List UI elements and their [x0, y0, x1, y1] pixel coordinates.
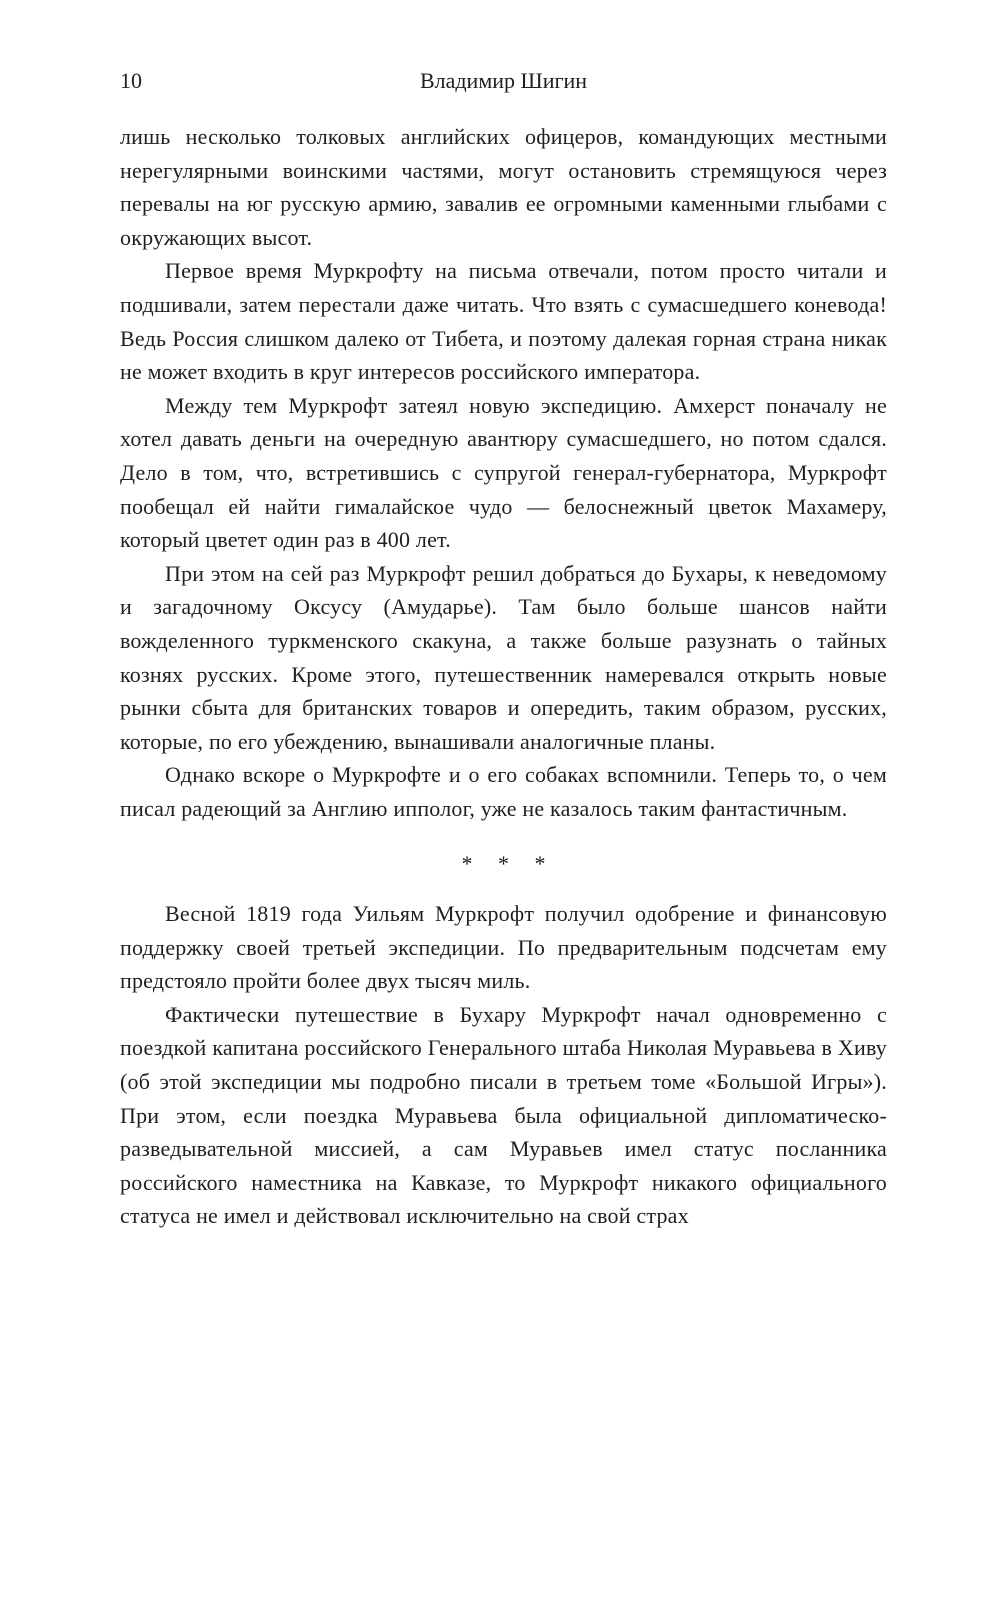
- paragraph: лишь несколько толковых английских офицеров, командующих местными нерегулярными воинскими частями, могут остановить стремящуюся через перевалы на юг русскую армию, завалив ее огромными каменными глыбами с окружающих высот.: [120, 124, 887, 250]
- paragraph: Фактически путешествие в Бухару Муркрофт начал одновременно с поездкой капитана российского Генерального штаба Николая Муравьева в Хиву (об этой экспедиции мы подробно писали в третьем томе «Большой Игры»). При этом, если поездка Муравьева была официальной дипломатическо-разведывательной миссией, а сам Муравьев имел статус посланника российского наместника на Кавказе, то Муркрофт никакого официального статуса не имел и действовал исключительно на свой страх: [120, 1001, 887, 1229]
- paragraph: Первое время Муркрофту на письма отвечали, потом просто читали и подшивали, затем перестали даже читать. Что взять с сумасшедшего коневода! Ведь Россия слишком далеко от Тибета, и поэтому далекая горная страна никак не может входить в круг интересов российского императора.: [120, 258, 887, 385]
- page-number: 10: [120, 68, 142, 93]
- page-header: [120, 66, 887, 96]
- running-header-title: Владимир Шигин: [419, 68, 588, 93]
- page-content: [120, 66, 887, 1233]
- asterisk-section-separator: * * *: [461, 851, 556, 877]
- page-body: [120, 120, 887, 1233]
- paragraph: Весной 1819 года Уильям Муркрофт получил одобрение и финансовую поддержку своей третьей экспедиции. По предварительным подсчетам ему предстояло пройти более двух тысяч миль.: [120, 901, 887, 994]
- paragraph: Однако вскоре о Муркрофте и о его собаках вспомнили. Теперь то, о чем писал радеющий за Англию ипполог, уже не казалось таким фантастичным.: [120, 762, 887, 821]
- paragraph: При этом на сей раз Муркрофт решил добраться до Бухары, к неведомому и загадочному Оксусу (Амударье). Там было больше шансов найти вожделенного туркменского скакуна, а также больше разузнать о тайных кознях русских. Кроме этого, путешественник намеревался открыть новые рынки сбыта для британских товаров и опередить, таким образом, русских, которые, по его убеждению, вынашивали аналогичные планы.: [120, 560, 887, 754]
- paragraph: Между тем Муркрофт затеял новую экспедицию. Амхерст поначалу не хотел давать деньги на очередную авантюру сумасшедшего, но потом сдался. Дело в том, что, встретившись с супругой генерал-губернатора, Муркрофт пообещал ей найти гималайское чудо — белоснежный цветок Махамеру, который цветет один раз в 400 лет.: [120, 392, 887, 553]
